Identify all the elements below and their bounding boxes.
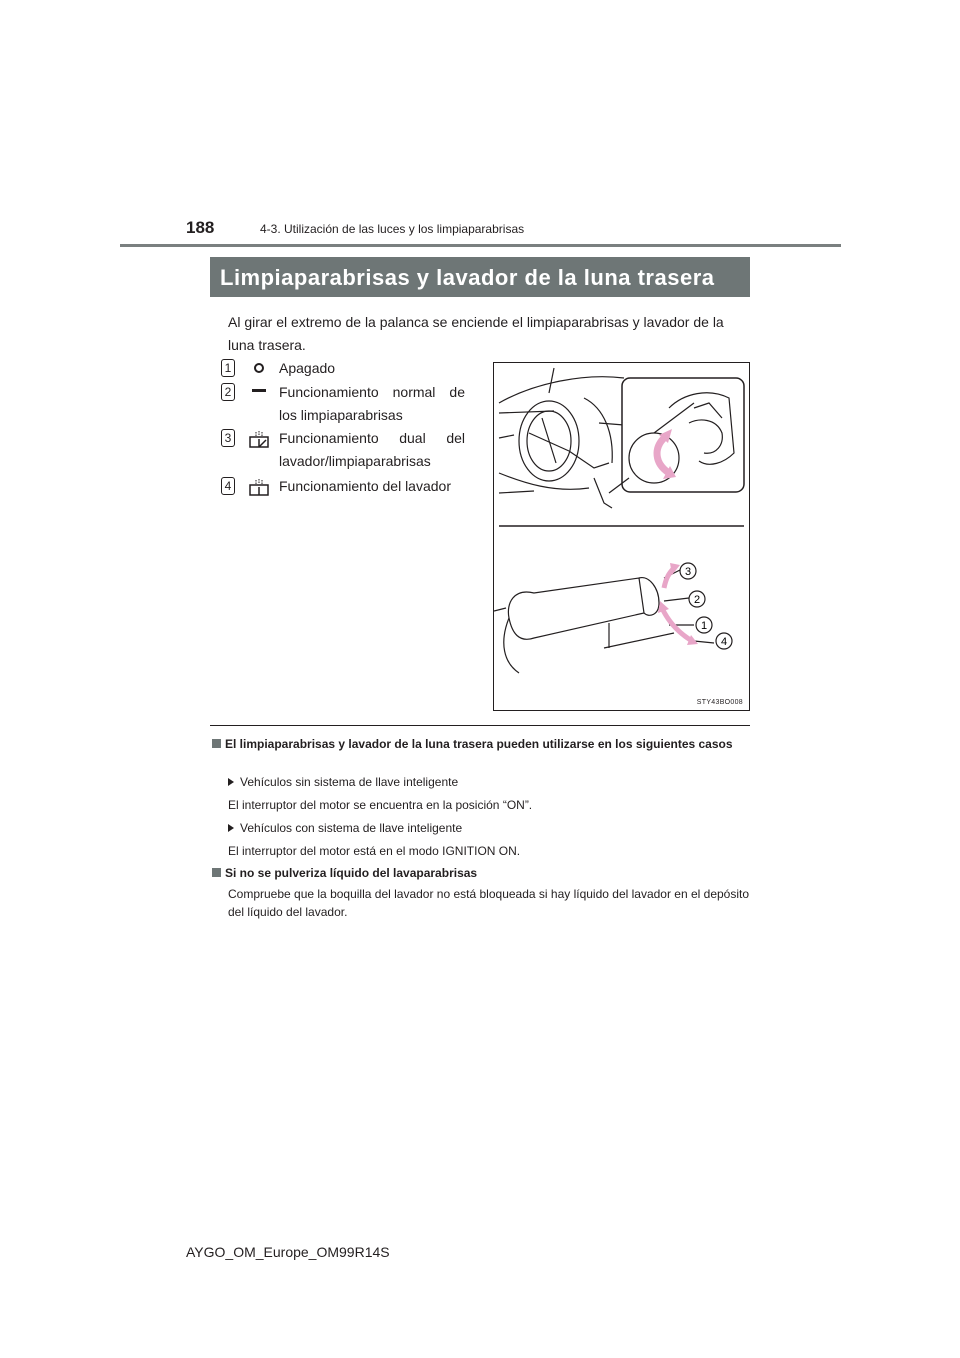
off-circle-icon bbox=[247, 359, 271, 381]
case-label-text: Vehículos con sistema de llave inteligente bbox=[240, 821, 463, 835]
case-label-no-smart-key bbox=[228, 773, 458, 791]
callout-1 bbox=[696, 617, 712, 633]
arrow-bullet-icon bbox=[228, 824, 234, 832]
case-label-text: Vehículos sin sistema de llave inteligente bbox=[240, 775, 459, 789]
item-text: Funcionamiento del lavador bbox=[279, 478, 451, 494]
washer-icon bbox=[247, 477, 271, 499]
wiper-lever-illustration bbox=[494, 363, 749, 710]
intro-text: Al girar el extremo de la palanca se enciende el limpiaparabrisas y lavador de la luna trasera. bbox=[228, 314, 724, 353]
item-number: 1 bbox=[221, 359, 235, 377]
item-text: Funcionamiento normal de los limpiaparabrisas bbox=[279, 384, 465, 423]
item-number: 3 bbox=[221, 429, 235, 447]
square-bullet-icon bbox=[212, 739, 221, 748]
cabin-illustration bbox=[499, 368, 624, 508]
case-text-smart-key: El interruptor del motor está en el modo IGNITION ON. bbox=[228, 844, 521, 858]
callout-3 bbox=[680, 563, 696, 579]
case-text-no-smart-key: El interruptor del motor se encuentra en la posición “ON”. bbox=[228, 798, 533, 812]
item-text: Apagado bbox=[279, 360, 336, 376]
callout-label: 3 bbox=[684, 566, 692, 578]
item-text: Funcionamiento dual del lavador/limpiaparabrisas bbox=[279, 430, 465, 469]
square-bullet-icon bbox=[212, 868, 221, 877]
item-number: 4 bbox=[221, 477, 235, 495]
note-heading-text: Si no se pulveriza líquido del lavaparabrisas bbox=[225, 866, 478, 880]
footer-doc-id: AYGO_OM_Europe_OM99R14S bbox=[186, 1244, 390, 1260]
section-divider bbox=[210, 725, 750, 726]
washer-wiper-icon bbox=[247, 429, 271, 451]
item-number: 2 bbox=[221, 383, 235, 401]
zoom-inset bbox=[622, 378, 744, 492]
callout-4 bbox=[716, 633, 732, 649]
arrow-bullet-icon bbox=[228, 778, 234, 786]
wiper-lever-figure bbox=[493, 362, 750, 711]
lever-illustration bbox=[494, 568, 714, 673]
note-heading-usage bbox=[212, 735, 750, 753]
note-heading-no-fluid bbox=[212, 864, 750, 882]
header-rule bbox=[120, 244, 841, 247]
section-title: Limpiaparabrisas y lavador de la luna trasera bbox=[210, 257, 750, 297]
figure-code: STY43BO008 bbox=[696, 699, 743, 706]
page-number: 188 bbox=[186, 218, 215, 237]
no-fluid-text: Compruebe que la boquilla del lavador no está bloqueada si hay líquido del lavador en el depósito del líquido del lavador. bbox=[228, 887, 750, 919]
case-label-smart-key bbox=[228, 819, 462, 837]
note-heading-text: El limpiaparabrisas y lavador de la luna trasera pueden utilizarse en los siguientes casos bbox=[225, 737, 733, 751]
wiper-normal-icon bbox=[247, 383, 271, 405]
chapter-title: 4-3. Utilización de las luces y los limpiaparabrisas bbox=[260, 222, 525, 236]
callout-label: 4 bbox=[720, 636, 728, 648]
callout-2 bbox=[689, 591, 705, 607]
callout-label: 2 bbox=[693, 594, 701, 606]
callout-label: 1 bbox=[700, 620, 708, 632]
